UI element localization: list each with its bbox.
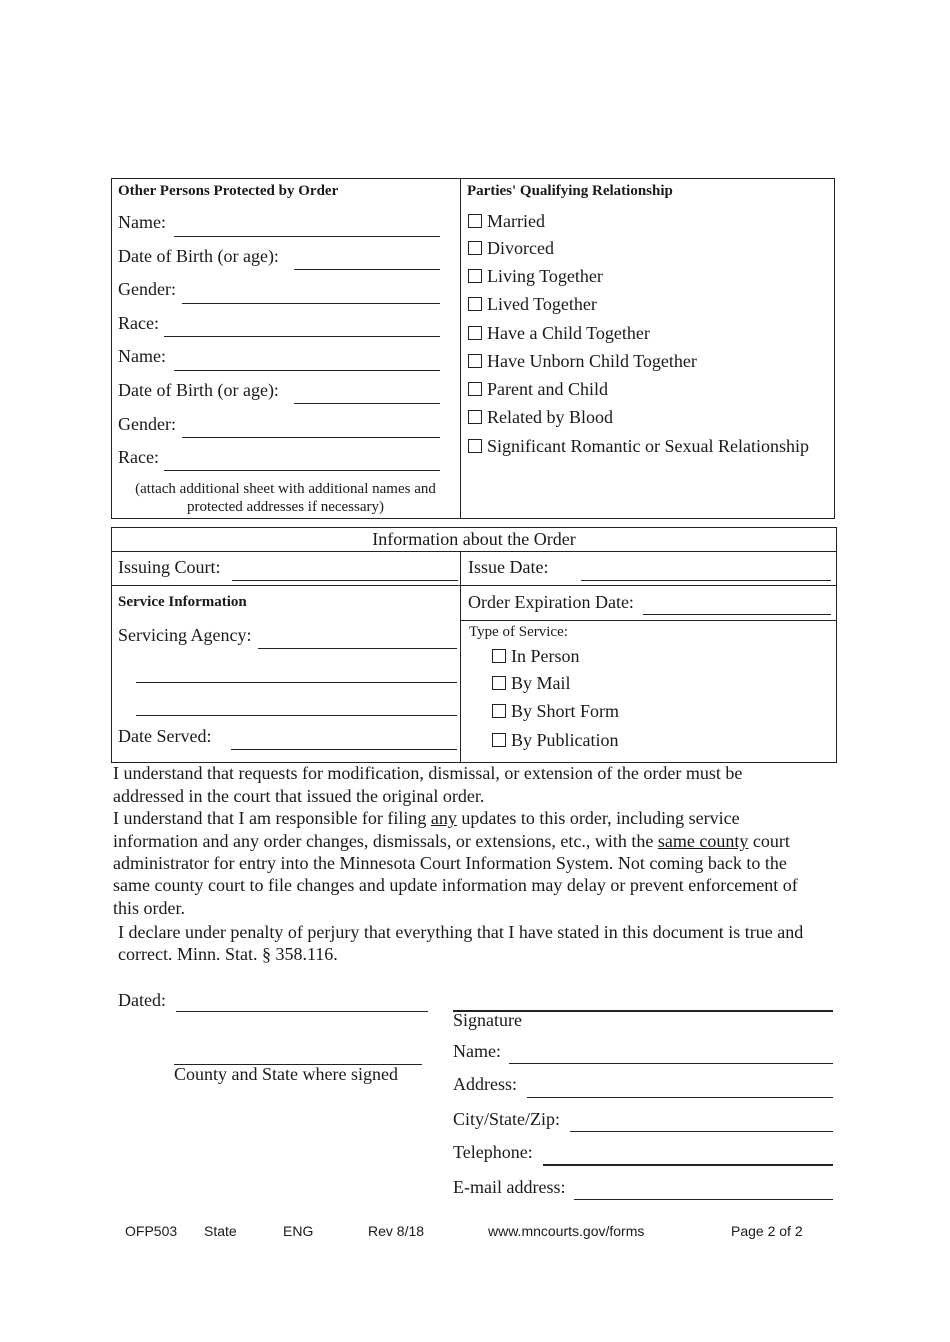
footer-revision: Rev 8/18 (368, 1223, 425, 1239)
checkbox-icon[interactable] (468, 439, 482, 453)
order-row-divider-left (111, 585, 460, 586)
relationship-option-label: Living Together (487, 266, 603, 286)
order-heading-divider (111, 551, 837, 552)
protected-dob-label-1: Date of Birth (or age): (118, 246, 279, 266)
service-by-short-form[interactable] (492, 701, 619, 721)
protected-dob-label-2: Date of Birth (or age): (118, 380, 279, 400)
footer-form-id: OFP503 (125, 1223, 178, 1239)
protected-gender-field-2[interactable] (182, 437, 440, 438)
protected-race-field-2[interactable] (164, 470, 440, 471)
checkbox-icon[interactable] (492, 649, 506, 663)
service-in-person[interactable] (492, 646, 580, 666)
signer-name-label: Name: (453, 1041, 501, 1061)
checkbox-icon[interactable] (468, 410, 482, 424)
checkbox-icon[interactable] (468, 382, 482, 396)
relationship-child-together[interactable] (468, 323, 650, 343)
statement-modification-line-2: addressed in the court that issued the original order. (113, 786, 485, 806)
statement-filing-line-2: information and any order changes, dismissals, or extensions, etc., with the same county court (113, 831, 790, 851)
signer-address-field[interactable] (527, 1097, 833, 1098)
county-state-label: County and State where signed (174, 1064, 398, 1084)
expiration-field[interactable] (643, 614, 831, 615)
checkbox-icon[interactable] (468, 326, 482, 340)
attach-note-line-2: protected addresses if necessary) (187, 499, 384, 515)
protected-dob-field-2[interactable] (294, 403, 440, 404)
service-option-label: By Publication (511, 730, 619, 750)
signer-city-label: City/State/Zip: (453, 1109, 560, 1129)
service-option-label: By Short Form (511, 701, 620, 721)
service-by-publication[interactable] (492, 730, 619, 750)
protected-race-label-2: Race: (118, 447, 159, 467)
protected-race-label-1: Race: (118, 313, 159, 333)
relationship-heading: Parties' Qualifying Relationship (467, 183, 673, 199)
section-divider (460, 178, 461, 519)
signer-address-label: Address: (453, 1074, 517, 1094)
attach-note (111, 480, 460, 516)
servicing-agency-field[interactable] (258, 648, 457, 649)
protected-persons-heading: Other Persons Protected by Order (118, 183, 339, 199)
relationship-unborn-child[interactable] (468, 351, 697, 371)
issuing-court-field[interactable] (232, 580, 458, 581)
dated-label: Dated: (118, 990, 166, 1010)
relationship-option-label: Divorced (487, 238, 554, 258)
checkbox-icon[interactable] (492, 676, 506, 690)
footer-url[interactable]: www.mncourts.gov/forms (488, 1223, 645, 1239)
statement-filing-line-1: I understand that I am responsible for filing any updates to this order, including service (113, 808, 740, 828)
issue-date-field[interactable] (581, 580, 831, 581)
relationship-option-label: Lived Together (487, 294, 597, 314)
servicing-agency-field-line-2[interactable] (136, 682, 457, 683)
protected-gender-field-1[interactable] (182, 303, 440, 304)
order-column-divider (460, 551, 461, 763)
protected-name-field-2[interactable] (174, 370, 440, 371)
checkbox-icon[interactable] (468, 214, 482, 228)
signer-name-field[interactable] (509, 1063, 833, 1064)
signer-telephone-label: Telephone: (453, 1142, 533, 1162)
order-row-divider-right-2 (460, 620, 837, 621)
statement-filing-line-4: same county court to file changes and update information may delay or prevent enforcement of (113, 875, 798, 895)
date-served-label: Date Served: (118, 726, 212, 746)
protected-gender-label-2: Gender: (118, 414, 176, 434)
footer-page-number: Page 2 of 2 (731, 1223, 803, 1239)
relationship-romantic[interactable] (468, 436, 809, 456)
checkbox-icon[interactable] (492, 733, 506, 747)
statement-perjury-line-2: correct. Minn. Stat. § 358.116. (118, 944, 338, 964)
relationship-parent-child[interactable] (468, 379, 608, 399)
statement-modification-line-1: I understand that requests for modification, dismissal, or extension of the order must be (113, 763, 743, 783)
service-option-label: By Mail (511, 673, 571, 693)
relationship-married[interactable] (468, 211, 545, 231)
checkbox-icon[interactable] (492, 704, 506, 718)
protected-name-label-2: Name: (118, 346, 166, 366)
relationship-lived-together[interactable] (468, 294, 597, 314)
statement-filing-line-3: administrator for entry into the Minnesota Court Information System. Not coming back to the (113, 853, 787, 873)
statement-filing-line-5: this order. (113, 898, 185, 918)
signer-email-field[interactable] (574, 1199, 833, 1200)
service-option-label: In Person (511, 646, 580, 666)
order-row-divider-right (460, 585, 837, 586)
relationship-option-label: Parent and Child (487, 379, 608, 399)
protected-name-label-1: Name: (118, 212, 166, 232)
dated-field[interactable] (176, 1011, 428, 1012)
statement-perjury-line-1: I declare under penalty of perjury that everything that I have stated in this document is true and (118, 922, 804, 942)
type-of-service-label: Type of Service: (469, 624, 568, 640)
relationship-living-together[interactable] (468, 266, 603, 286)
footer-state: State (204, 1223, 237, 1239)
expiration-label: Order Expiration Date: (468, 592, 634, 612)
signature-label: Signature (453, 1010, 522, 1030)
service-by-mail[interactable] (492, 673, 571, 693)
relationship-related-by-blood[interactable] (468, 407, 613, 427)
checkbox-icon[interactable] (468, 297, 482, 311)
protected-dob-field-1[interactable] (294, 269, 440, 270)
checkbox-icon[interactable] (468, 241, 482, 255)
checkbox-icon[interactable] (468, 354, 482, 368)
signer-email-label: E-mail address: (453, 1177, 566, 1197)
protected-gender-label-1: Gender: (118, 279, 176, 299)
service-info-heading: Service Information (118, 594, 247, 610)
relationship-option-label: Have Unborn Child Together (487, 351, 697, 371)
date-served-field[interactable] (231, 749, 457, 750)
protected-name-field-1[interactable] (174, 236, 440, 237)
servicing-agency-label: Servicing Agency: (118, 625, 252, 645)
protected-race-field-1[interactable] (164, 336, 440, 337)
attach-note-line-1: (attach additional sheet with additional names and (135, 481, 436, 497)
relationship-option-label: Married (487, 211, 545, 231)
issue-date-label: Issue Date: (468, 557, 549, 577)
footer-language: ENG (283, 1223, 314, 1239)
relationship-option-label: Significant Romantic or Sexual Relationship (487, 436, 809, 456)
signer-city-field[interactable] (570, 1131, 833, 1132)
issuing-court-label: Issuing Court: (118, 557, 221, 577)
relationship-divorced[interactable] (468, 238, 554, 258)
order-info-heading: Information about the Order (372, 529, 576, 549)
signer-telephone-field[interactable] (543, 1164, 833, 1166)
relationship-option-label: Related by Blood (487, 407, 613, 427)
relationship-option-label: Have a Child Together (487, 323, 650, 343)
servicing-agency-field-line-3[interactable] (136, 715, 457, 716)
checkbox-icon[interactable] (468, 269, 482, 283)
